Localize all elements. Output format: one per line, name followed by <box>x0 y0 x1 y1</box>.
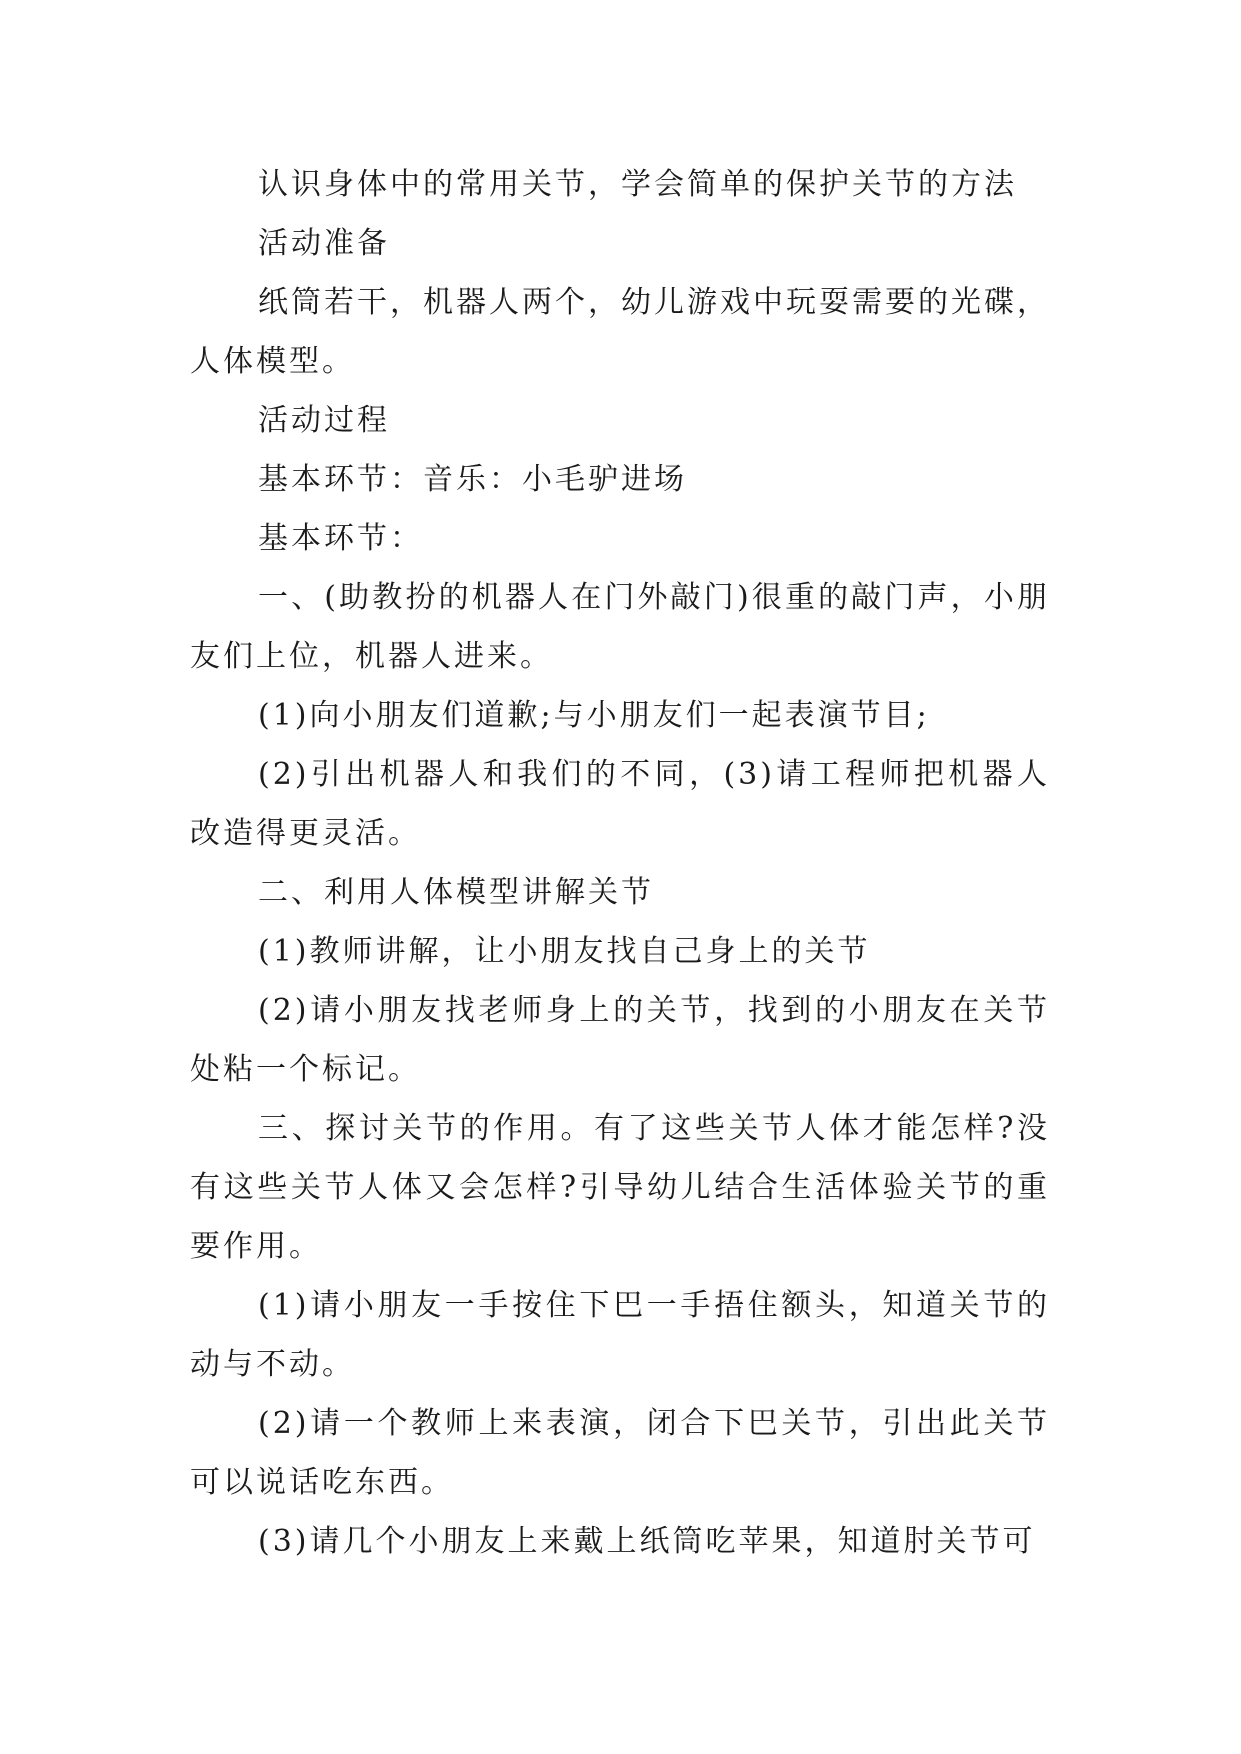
paragraph: 纸筒若干，机器人两个，幼儿游戏中玩耍需要的光碟，人体模型。 <box>190 285 1050 379</box>
paragraph: (1)向小朋友们道歉;与小朋友们一起表演节目; <box>258 698 930 733</box>
section-heading: 活动过程 <box>258 403 390 438</box>
paragraph: 认识身体中的常用关节，学会简单的保护关节的方法 <box>258 167 1017 202</box>
paragraph: 二、利用人体模型讲解关节 <box>258 875 654 910</box>
section-heading: 活动准备 <box>258 226 390 261</box>
paragraph: (2)请小朋友找老师身上的关节，找到的小朋友在关节处粘一个标记。 <box>190 993 1050 1087</box>
paragraph: (2)引出机器人和我们的不同，(3)请工程师把机器人改造得更灵活。 <box>190 757 1050 851</box>
paragraph: (1)教师讲解，让小朋友找自己身上的关节 <box>258 934 871 969</box>
paragraph: (1)请小朋友一手按住下巴一手捂住额头，知道关节的动与不动。 <box>190 1288 1050 1382</box>
paragraph: 三、探讨关节的作用。有了这些关节人体才能怎样?没有这些关节人体又会怎样?引导幼儿结合生活体验关节的重要作用。 <box>190 1111 1050 1264</box>
paragraph: 一、(助教扮的机器人在门外敲门)很重的敲门声，小朋友们上位，机器人进来。 <box>190 580 1050 674</box>
paragraph: 基本环节：音乐：小毛驴进场 <box>258 462 687 497</box>
paragraph: 基本环节： <box>258 521 423 556</box>
paragraph: (3)请几个小朋友上来戴上纸筒吃苹果，知道肘关节可 <box>258 1524 1036 1559</box>
document-body <box>190 155 1050 1571</box>
paragraph: (2)请一个教师上来表演，闭合下巴关节，引出此关节可以说话吃东西。 <box>190 1406 1050 1500</box>
